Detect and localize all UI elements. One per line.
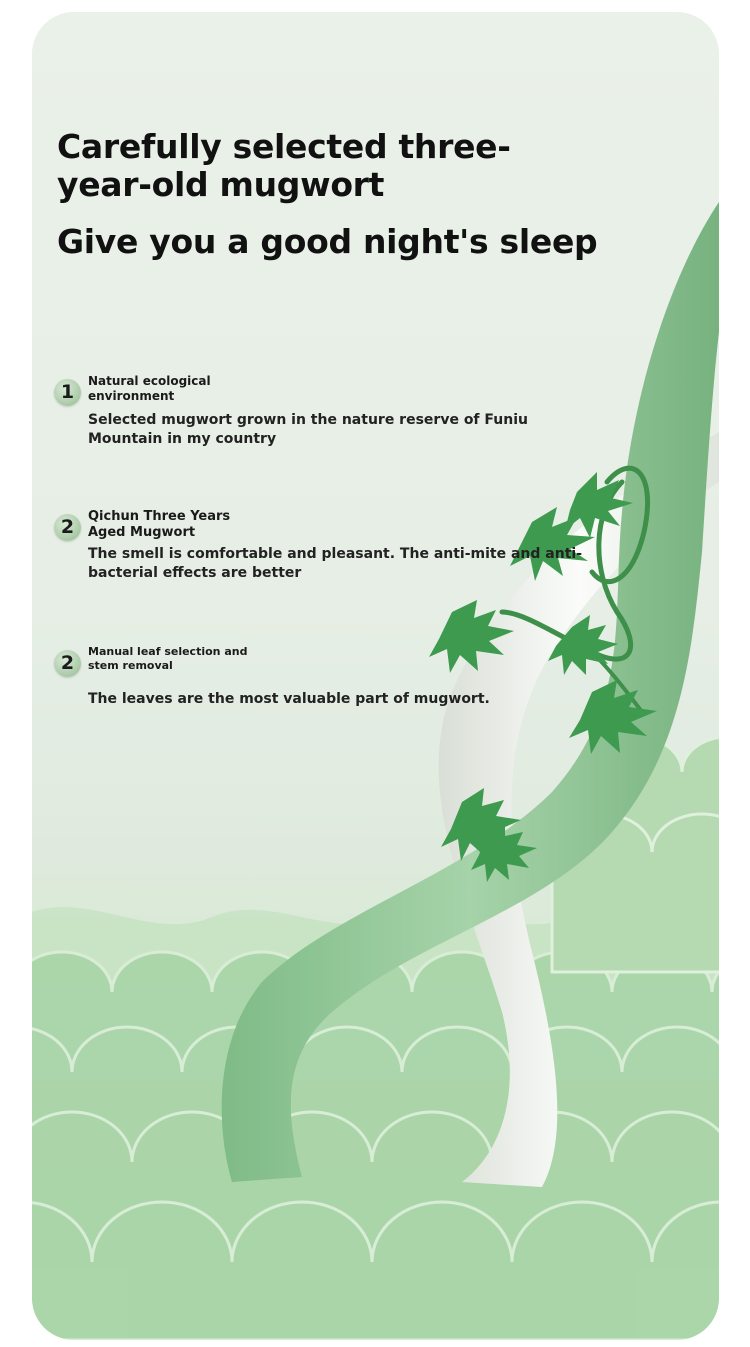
- feature-description: Selected mugwort grown in the nature reserve of Funiu Mountain in my country: [88, 412, 528, 447]
- number-badge: 1: [54, 379, 81, 406]
- feature-title: Qichun Three Years Aged Mugwort: [88, 509, 231, 540]
- feature-description: The leaves are the most valuable part of mugwort.: [88, 691, 490, 707]
- product-card: [32, 12, 719, 1340]
- subline: Give you a good night's sleep: [57, 222, 598, 261]
- feature-title: Manual leaf selection and stem removal: [88, 645, 248, 672]
- number-badge: 2: [54, 514, 81, 541]
- number-badge: 2: [54, 650, 81, 677]
- feature-title: Natural ecological environment: [88, 374, 211, 403]
- feature-description: The smell is comfortable and pleasant. The anti-mite and anti-bacterial effects are better: [88, 546, 583, 581]
- headline: Carefully selected three-year-old mugwort: [57, 127, 511, 204]
- mugwort-illustration: [32, 12, 719, 1340]
